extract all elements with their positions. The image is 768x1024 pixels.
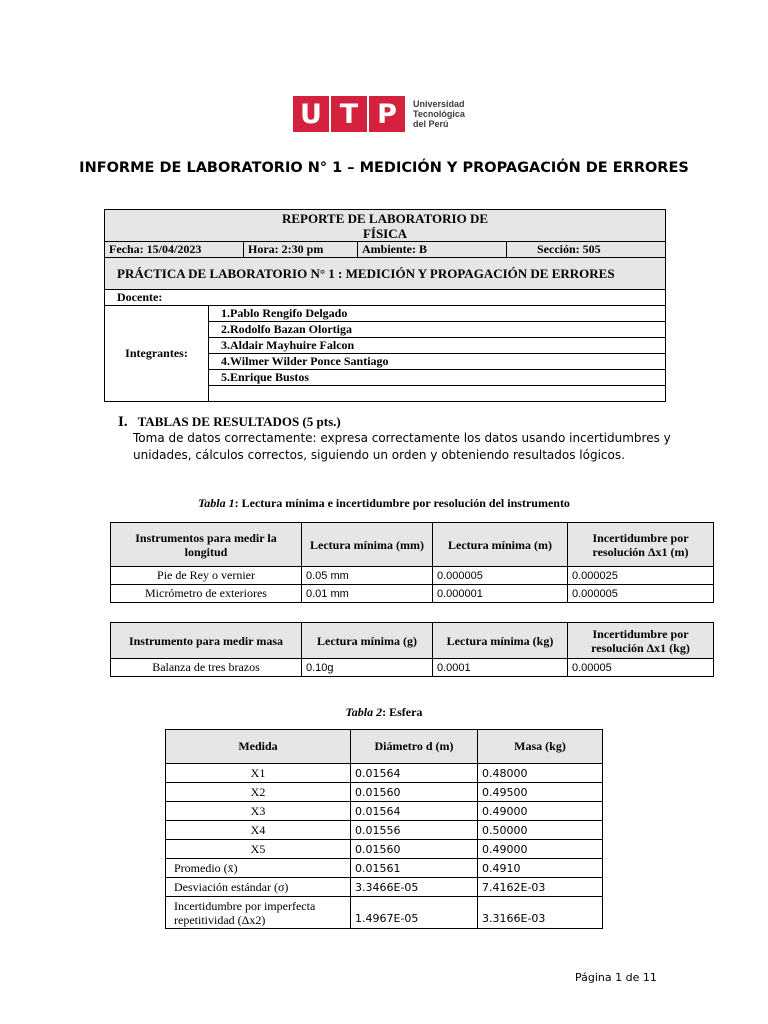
t1b-header-1: Lectura mínima (g) xyxy=(302,623,433,659)
member-3: 3.Aldair Mayhuire Falcon xyxy=(209,338,666,354)
table-row: X4 0.01556 0.50000 xyxy=(166,821,603,840)
logo-letter-u: U xyxy=(293,96,329,132)
logo-letter-p: P xyxy=(369,96,405,132)
t1-header-1: Lectura mínima (mm) xyxy=(302,523,433,567)
utp-logo xyxy=(293,96,465,132)
practica-title: PRÁCTICA DE LABORATORIO N° 1 : MEDICIÓN Y PROPAGACIÓN DE ERRORES xyxy=(105,258,666,290)
fecha: Fecha: 15/04/2023 xyxy=(105,242,244,258)
member-5: 5.Enrique Bustos xyxy=(209,370,666,386)
page-number: Página 1 de 11 xyxy=(575,971,657,984)
logo-letter-t: T xyxy=(331,96,367,132)
t1-header-0: Instrumentos para medir la longitud xyxy=(111,523,302,567)
section-description: Toma de datos correctamente: expresa correctamente los datos usando incertidumbres y unidades, cálculos correctos, siguiendo un orden y obteniendo resultados lógicos. xyxy=(133,431,671,462)
table-row: Desviación estándar (σ) 3.3466E-05 7.4162E-03 xyxy=(166,878,603,897)
integrantes-label: Integrantes: xyxy=(105,306,209,402)
table2 xyxy=(165,729,603,929)
t1-header-2: Lectura mínima (m) xyxy=(433,523,568,567)
table-row: X1 0.01564 0.48000 xyxy=(166,764,603,783)
table1b xyxy=(110,622,714,677)
table-row: X2 0.01560 0.49500 xyxy=(166,783,603,802)
table-row: X5 0.01560 0.49000 xyxy=(166,840,603,859)
member-4: 4.Wilmer Wilder Ponce Santiago xyxy=(209,354,666,370)
table-row: Balanza de tres brazos 0.10g 0.0001 0.00005 xyxy=(111,659,714,677)
seccion: Sección: 505 xyxy=(507,242,666,258)
t2-header-2: Masa (kg) xyxy=(478,730,603,764)
hora: Hora: 2:30 pm xyxy=(244,242,358,258)
t1-header-3: Incertidumbre por resolución Δx1 (m) xyxy=(568,523,714,567)
t1b-header-2: Lectura mínima (kg) xyxy=(433,623,568,659)
t2-header-1: Diámetro d (m) xyxy=(351,730,478,764)
report-heading: REPORTE DE LABORATORIO DE FÍSICA xyxy=(105,210,666,242)
integrantes-table xyxy=(104,305,666,402)
ambiente: Ambiente: B xyxy=(358,242,507,258)
docente-label: Docente: xyxy=(105,290,666,306)
table1-caption: Tabla 1: Lectura mínima e incertidumbre por resolución del instrumento xyxy=(198,496,570,510)
table-row: X3 0.01564 0.49000 xyxy=(166,802,603,821)
table-row: Micrómetro de exteriores 0.01 mm 0.000001 0.000005 xyxy=(111,585,714,603)
t2-header-0: Medida xyxy=(166,730,351,764)
table-row: Incertidumbre por imperfecta repetitividad (Δx2) 1.4967E-05 3.3166E-03 xyxy=(166,897,603,929)
section-heading: I. TABLAS DE RESULTADOS (5 pts.) xyxy=(118,414,341,430)
table-row: Promedio (x̄) 0.01561 0.4910 xyxy=(166,859,603,878)
page-title: INFORME DE LABORATORIO N° 1 – MEDICIÓN Y PROPAGACIÓN DE ERRORES xyxy=(79,160,689,176)
table-row: Pie de Rey o vernier 0.05 mm 0.000005 0.000025 xyxy=(111,567,714,585)
table2-caption: Tabla 2: Esfera xyxy=(345,705,423,719)
table1 xyxy=(110,522,714,603)
report-header-table xyxy=(104,209,666,306)
member-empty xyxy=(209,386,666,402)
t1b-header-3: Incertidumbre por resolución Δx1 (kg) xyxy=(568,623,714,659)
t1b-header-0: Instrumento para medir masa xyxy=(111,623,302,659)
member-1: 1.Pablo Rengifo Delgado xyxy=(209,306,666,322)
member-2: 2.Rodolfo Bazan Olortiga xyxy=(209,322,666,338)
logo-text: Universidad Tecnológica del Perú xyxy=(413,99,465,129)
